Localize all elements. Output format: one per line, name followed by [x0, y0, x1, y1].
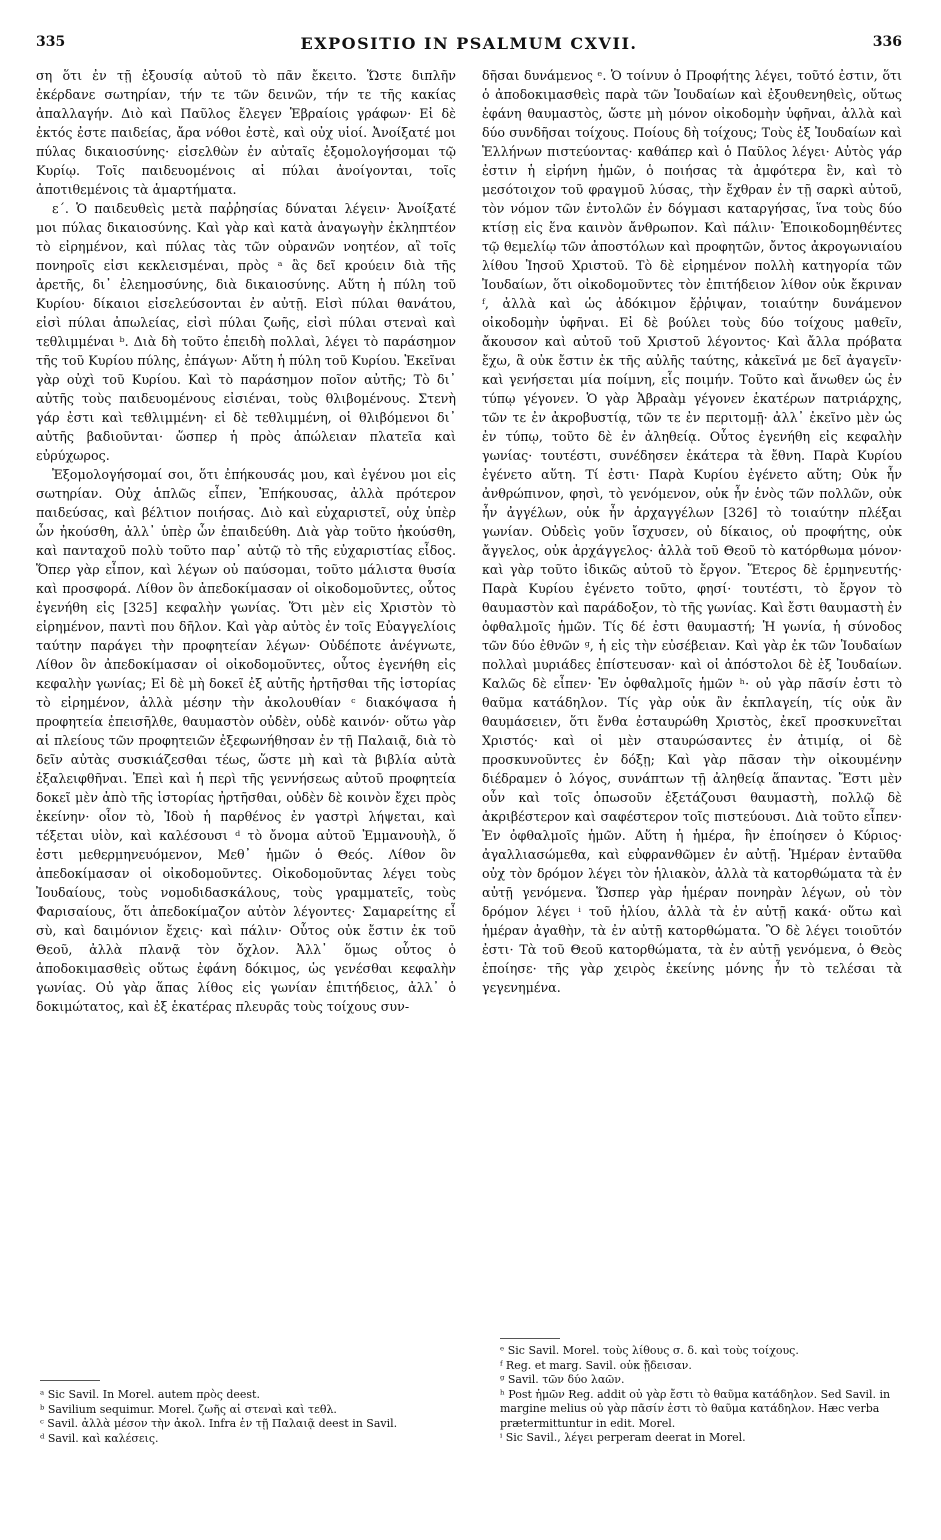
left-column: [36, 66, 456, 1376]
footnote: ᵍ Savil. τῶν δύο λαῶν.: [500, 1373, 625, 1386]
running-header: [36, 34, 902, 64]
right-column: [482, 66, 902, 1336]
paragraph: Ἐξομολογήσομαί σοι, ὅτι ἐπήκουσάς μου, καὶ ἐγένου μοι εἰς σωτηρίαν. Οὐχ ἁπλῶς εἶπεν, Ἐπήκουσας, ἀλλὰ πρότερον παιδεύσας, καὶ βέλτιον ποιήσας. Διὸ καὶ εὐχαριστεῖ, οὐχ ὑπὲρ ὧν ἠκούσθη, ἀλλ᾽ ὑπὲρ ὧν ἐπαιδεύθη. Διὰ γὰρ τοῦτο ἠκούσθη, καὶ πανταχοῦ πολὺ τοῦτο παρ᾽ αὐτῷ τὸ τῆς εὐχαριστίας εἶδος. Ὅπερ γὰρ εἶπον, καὶ λέγων οὐ παύσομαι, τοῦτο μάλιστα θυσία καὶ προσφορά. Λίθον ὃν ἀπεδοκίμασαν οἱ οἰκοδομοῦντες, οὗτος ἐγενήθη εἰς [325] κεφαλὴν γωνίας. Ὅτι μὲν εἰς Χριστὸν τὸ εἰρημένον, παντὶ που δῆλον. Καὶ γὰρ αὐτὸς ἐν τοῖς Εὐαγγελίοις ταύτην παράγει τὴν προφητείαν λέγων· Οὐδέποτε ἀνέγνωτε, Λίθον ὃν ἀπεδοκίμασαν οἱ οἰκοδομοῦντες, οὗτος ἐγενήθη εἰς κεφαλὴν γωνίας; Εἰ δὲ μὴ δοκεῖ ἐξ αὐτῆς ἠρτῆσθαι τῆς ἱστορίας τὸ εἰρημένον, ἀλλὰ μέσην τὴν ἀκολουθίαν ᶜ διακόψασα ἡ προφητεία ἐπεισῆλθε, θαυμαστὸν οὐδὲν, οὐδὲ καινόν· οὕτω γὰρ αἱ πλείους τῶν προφητειῶν ἐξεφωνήθησαν ἐν τῇ Παλαιᾷ, διὰ τὸ δεῖν αὐτὰς συσκιάζεσθαι τέως, ὥστε μὴ καὶ τὰ βιβλία αὐτὰ ἐξαλειφθῆναι. Ἐπεὶ καὶ ἡ περὶ τῆς γεννήσεως αὐτοῦ προφητεία δοκεῖ μὲν ἀπὸ τῆς ἱστορίας ἠρτῆσθαι, οὐδὲν δὲ κοινὸν ἔχει πρὸς ἐκείνην· οἷον τὸ, Ἰδοὺ ἡ παρθένος ἐν γαστρὶ λήψεται, καὶ τέξεται υἱὸν, καὶ καλέσουσι ᵈ τὸ ὄνομα αὐτοῦ Ἐμμανουὴλ, ὅ ἐστι μεθερμηνευόμενον, Μεθ᾽ ἡμῶν ὁ Θεός. Λίθον ὃν ἀπεδοκίμασαν οἱ οἰκοδομοῦντες. Οἰκοδομοῦντας λέγει τοὺς Ἰουδαίους, τοὺς νομοδιδασκάλους, τοὺς γραμματεῖς, τοὺς Φαρισαίους, ὅτι ἀπεδοκίμαζον αὐτὸν λέγοντες· Σαμαρείτης εἶ σὺ, καὶ δαιμόνιον ἔχεις· καὶ πάλιν· Οὗτος οὐκ ἔστιν ἐκ τοῦ Θεοῦ, ἀλλὰ πλανᾷ τὸν ὄχλον. Ἀλλ᾽ ὅμως οὗτος ὁ ἀποδοκιμασθεὶς οὕτως ἐφάνη δόκιμος, ὡς γενέσθαι κεφαλὴν γωνίας. Οὐ γὰρ ἅπας λίθος εἰς γωνίαν ἐπιτήδειος, ἀλλ᾽ ὁ δοκιμώτατος, καὶ ἐξ ἑκατέρας πλευρᾶς τοὺς τοίχους συν-: [36, 467, 456, 1014]
page-number-right: 336: [872, 34, 902, 50]
paragraph: ση ὅτι ἐν τῇ ἐξουσίᾳ αὐτοῦ τὸ πᾶν ἔκειτο. Ὥστε διπλῆν ἐκέρδανε σωτηρίαν, τήν τε τῶν δεινῶν, τήν τε τῆς κακίας ἀπαλλαγήν. Διὸ καὶ Παῦλος ἔλεγεν Ἑβραίοις γράφων· Εἰ δὲ ἐκτός ἐστε παιδείας, ἄρα νόθοι ἐστὲ, καὶ οὐχ υἱοί. Ἀνοίξατέ μοι πύλας δικαιοσύνης· εἰσελθὼν ἐν αὐταῖς ἐξομολογήσομαι τῷ Κυρίῳ. Τοῖς παιδευομένοις αἱ πύλαι ἀνοίγονται, τοῖς ἀποτιθεμένοις τὰ ἁμαρτήματα.: [36, 68, 456, 197]
footnote: ⁱ Sic Savil., λέγει perperam deerat in Morel.: [500, 1431, 746, 1444]
footnote-rule-left: [40, 1380, 100, 1381]
page-number-left: 335: [36, 34, 66, 50]
footnotes-right: [500, 1344, 905, 1494]
paragraph: δῆσαι δυνάμενος ᵉ. Ὁ τοίνυν ὁ Προφήτης λέγει, τοῦτό ἐστιν, ὅτι ὁ ἀποδοκιμασθεὶς παρὰ τῶν Ἰουδαίων καὶ ἐξουθενηθεὶς, οὕτως ἐφάνη θαυμαστὸς, ὥστε μὴ μόνον οἰκοδομὴν ὑφῆναι, ἀλλὰ καὶ δύο συνδῆσαι τοίχους. Ποίους δὴ τοίχους; Τοὺς ἐξ Ἰουδαίων καὶ Ἑλλήνων πιστεύοντας· καθάπερ καὶ ὁ Παῦλος λέγει· Αὐτὸς γάρ ἐστιν ἡ εἰρήνη ἡμῶν, ὁ ποιήσας τὰ ἀμφότερα ἓν, καὶ τὸ μεσότοιχον τοῦ φραγμοῦ λύσας, τὴν ἔχθραν ἐν τῇ σαρκὶ αὐτοῦ, τὸν νόμον τῶν ἐντολῶν ἐν δόγμασι καταργήσας, ἵνα τοὺς δύο κτίσῃ εἰς ἕνα καινὸν ἄνθρωπον. Καὶ πάλιν· Ἐποικοδομηθέντες τῷ θεμελίῳ τῶν ἀποστόλων καὶ προφητῶν, ὄντος ἀκρογωνιαίου λίθου Ἰησοῦ Χριστοῦ. Τὸ δὲ εἰρημένον πολλὴ κατηγορία τῶν Ἰουδαίων, ὅτι οἰκοδομοῦντες τὸν ἐπιτήδειον λίθον οὐκ ἔκριναν ᶠ, ἀλλὰ καὶ ὡς ἀδόκιμον ἔῤῥιψαν, τοιαύτην δυνάμενον οἰκοδομὴν ὑφῆναι. Εἰ δὲ βούλει τοὺς δύο τοίχους μαθεῖν, ἄκουσον καὶ αὐτοῦ τοῦ Χριστοῦ λέγοντος· Καὶ ἄλλα πρόβατα ἔχω, ἃ οὐκ ἔστιν ἐκ τῆς αὐλῆς ταύτης, κἀκεῖνά με δεῖ ἀγαγεῖν· καὶ γενήσεται μία ποίμνη, εἷς ποιμήν. Τοῦτο καὶ ἄνωθεν ὡς ἐν τύπῳ γέγονεν. Ὁ γὰρ Ἀβραὰμ γέγονεν ἑκατέρων πατριάρχης, τῶν τε ἐν ἀκροβυστίᾳ, τῶν τε ἐν περιτομῇ· ἀλλ᾽ ἐκεῖνο μὲν ὡς ἐν τύπῳ, τοῦτο δὲ ἐν ἀληθείᾳ. Οὗτος ἐγενήθη εἰς κεφαλὴν γωνίας· τουτέστι, συνέδησεν ἑκάτερα τὰ ἔθνη. Παρὰ Κυρίου ἐγένετο αὕτη. Τί ἐστι· Παρὰ Κυρίου ἐγένετο αὕτη; Οὐκ ἦν ἀνθρώπινον, φησὶ, τὸ γενόμενον, οὐκ ἦν ἑνὸς τῶν πολλῶν, οὐκ ἦν ἀγγέλων, οὐκ ἦν ἀρχαγγέλων [326] τὸ τοιαύτην πλέξαι γωνίαν. Οὐδεὶς γοῦν ἴσχυσεν, οὐ δίκαιος, οὐ προφήτης, οὐκ ἄγγελος, οὐκ ἀρχάγγελος· ἀλλὰ τοῦ Θεοῦ τὸ κατόρθωμα μόνον· καὶ γὰρ τοῦτο ἰδικῶς αὐτοῦ τὸ ἔργον. Ἕτερος δὲ ἑρμηνευτής· Παρὰ Κυρίου ἐγένετο τοῦτο, φησί· τουτέστι, τὸ ἔργον τὸ θαυμαστὸν καὶ παράδοξον, τὸ τῆς γωνίας. Καὶ ἔστι θαυμαστὴ ἐν ὀφθαλμοῖς ἡμῶν. Τίς δέ ἐστι θαυμαστή; Ἡ γωνία, ἡ σύνοδος τῶν δύο ἐθνῶν ᵍ, ἡ εἰς τὴν εὐσέβειαν. Καὶ γὰρ ἐκ τῶν Ἰουδαίων πολλαὶ μυριάδες ἐπίστευσαν· καὶ οἱ ἀπόστολοι δὲ ἐξ Ἰουδαίων. Καλῶς δὲ εἶπεν· Ἐν ὀφθαλμοῖς ἡμῶν ʰ· οὐ γὰρ πᾶσίν ἐστι τὸ θαῦμα κατάδηλον. Τίς γὰρ οὐκ ἂν ἐκπλαγείη, τίς οὐκ ἂν θαυμάσειεν, ὅτι ἔνθα ἐσταυρώθη Χριστὸς, ἐκεῖ προσκυνεῖται Χριστός· καὶ οἱ μὲν σταυρώσαντες ἐν ἀτιμίᾳ, οἱ δὲ προσκυνοῦντες ἐν δόξῃ; Καὶ γὰρ πᾶσαν τὴν οἰκουμένην διέδραμεν ὁ λόγος, συνάπτων τῇ ἀληθείᾳ ἅπαντας. Ἔστι μὲν οὖν καὶ τοῖς ὁπωσοῦν ἐξετάζουσι θαυμαστὴ, πολλῷ δὲ ἀκριβέστερον καὶ σαφέστερον τοῖς πιστεύουσι. Διὰ τοῦτο εἶπεν· Ἐν ὀφθαλμοῖς ἡμῶν. Αὕτη ἡ ἡμέρα, ἣν ἐποίησεν ὁ Κύριος· ἀγαλλιασώμεθα, καὶ εὐφρανθῶμεν ἐν αὐτῇ. Ἡμέραν ἐνταῦθα οὐχ τὸν δρόμον λέγει τὸν ἡλιακὸν, ἀλλὰ τὰ κατορθώματα τὰ ἐν αὐτῇ γενόμενα. Ὥσπερ γὰρ ἡμέραν πονηρὰν λέγων, οὐ τὸν δρόμον λέγει ⁱ τοῦ ἡλίου, ἀλλὰ τὰ ἐν αὐτῇ κακά· οὕτω καὶ ἡμέραν ἀγαθὴν, τὰ ἐν αὐτῇ κατορθώματα. Ὃ δὲ λέγει τοιοῦτόν ἐστι· Τὰ τοῦ Θεοῦ κατορθώματα, τὰ ἐν αὐτῇ γενόμενα, ὁ Θεὸς ἐποίησε· τῆς γὰρ χειρὸς ἐκείνης μόνης ἦν τὸ τελέσαι τὰ γεγενημένα.: [482, 68, 902, 995]
footnotes-left: [40, 1388, 460, 1478]
paragraph: ε΄. Ὁ παιδευθεὶς μετὰ παῤῥησίας δύναται λέγειν· Ἀνοίξατέ μοι πύλας δικαιοσύνης. Καὶ γὰρ καὶ κατὰ ἀναγωγὴν ἐκληπτέον τὸ εἰρημένον, καὶ πύλας τὰς τῶν οὐρανῶν νοητέον, αἳ τοῖς πονηροῖς εἰσι κεκλεισμέναι, πρὸς ᵃ ἃς δεῖ κρούειν διὰ τῆς ἀρετῆς, δι᾽ ἐλεημοσύνης, διὰ δικαιοσύνης. Αὕτη ἡ πύλη τοῦ Κυρίου· δίκαιοι εἰσελεύσονται ἐν αὐτῇ. Εἰσὶ πύλαι θανάτου, εἰσὶ πύλαι ἀπωλείας, εἰσὶ πύλαι ζωῆς, εἰσὶ πύλαι στεναὶ καὶ τεθλιμμέναι ᵇ. Διὰ δὴ τοῦτο ἐπειδὴ πολλαὶ, λέγει τὸ παράσημον τῆς τοῦ Κυρίου πύλης, ἐπάγων· Αὕτη ἡ πύλη τοῦ Κυρίου. Ἐκεῖναι γὰρ οὐχὶ τοῦ Κυρίου. Καὶ τὸ παράσημον ποῖον αὐτῆς; Τὸ δι᾽ αὐτῆς τοὺς παιδευομένους εἰσιέναι, τοὺς θλιβομένους. Στενὴ γάρ ἐστι καὶ τεθλιμμένη· εἰ δὲ τεθλιμμένη, οἱ θλιβόμενοι δι᾽ αὐτῆς βαδιοῦνται· ὥσπερ ἡ πρὸς ἀπώλειαν πλατεῖα καὶ εὐρύχωρος.: [36, 201, 456, 463]
footnote: ʰ Post ἡμῶν Reg. addit οὐ γὰρ ἔστι τὸ θαῦμα κατάδηλον. Sed Savil. in margine melius οὐ γὰρ πᾶσίν ἐστι τὸ θαῦμα κατάδηλον. Hæc verba prætermittuntur in edit. Morel.: [500, 1387, 891, 1430]
footnote: ᵈ Savil. καὶ καλέσεις.: [40, 1431, 159, 1445]
footnote: ᵉ Sic Savil. Morel. τοὺς λίθους σ. δ. καὶ τοὺς τοίχους.: [500, 1344, 799, 1357]
footnote: ᶠ Reg. et marg. Savil. οὐκ ᾔδεισαν.: [500, 1358, 692, 1372]
footnote: ᵇ Savilium sequimur. Morel. ζωῆς αἱ στεναὶ καὶ τεθλ.: [40, 1402, 337, 1416]
footnote: ᶜ Savil. ἀλλὰ μέσον τὴν ἀκολ. Infra ἐν τῇ Παλαιᾷ deest in Savil.: [40, 1417, 398, 1430]
running-title: EXPOSITIO IN PSALMUM CXVII.: [300, 34, 638, 53]
footnote-rule-right: [500, 1338, 560, 1339]
footnote: ᵃ Sic Savil. In Morel. autem πρὸς deest.: [40, 1388, 260, 1401]
